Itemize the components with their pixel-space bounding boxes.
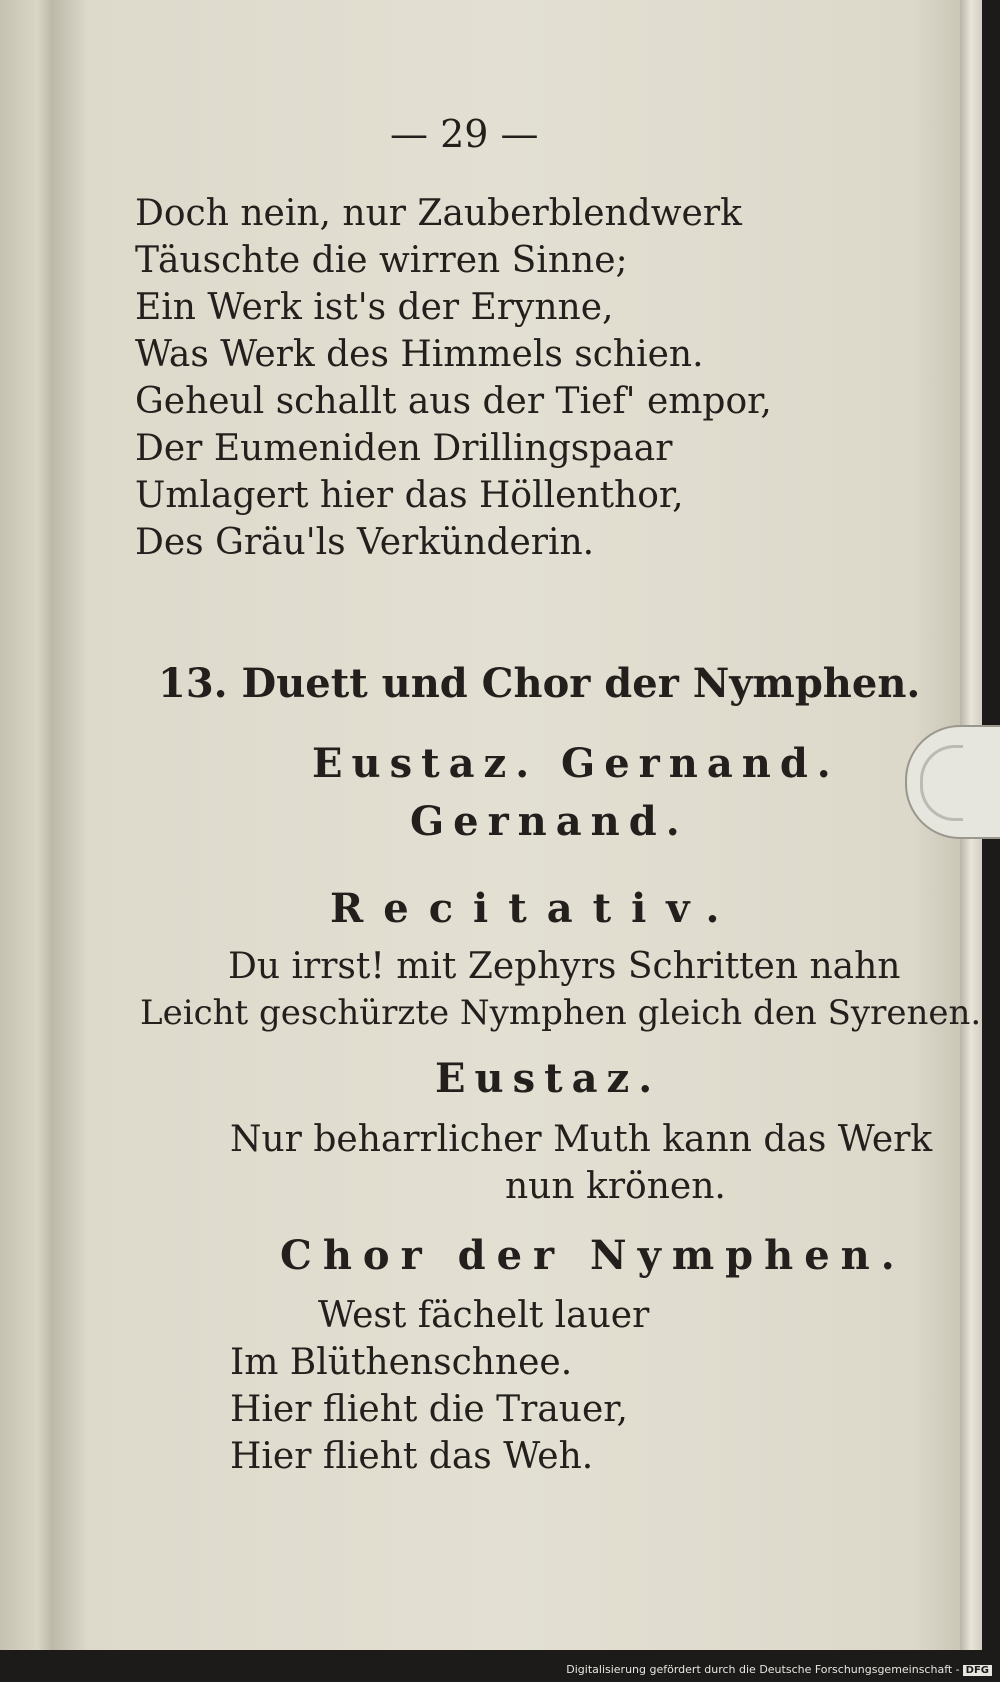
- eustaz-line-2: nun krönen.: [505, 1166, 726, 1207]
- stanza-line-4: Was Werk des Himmels schien.: [135, 334, 704, 375]
- chorus-line-2: Im Blüthenschnee.: [230, 1342, 573, 1383]
- section-title: 13. Duett und Chor der Nymphen.: [158, 660, 921, 707]
- recitativ-heading: Recitativ.: [330, 885, 740, 932]
- dfg-logo: DFG: [963, 1665, 992, 1676]
- recitativ-line-2: Leicht geschürzte Nymphen gleich den Syrenen.: [140, 993, 982, 1033]
- stanza-line-1: Doch nein, nur Zauberblendwerk: [135, 193, 742, 234]
- recitativ-line-1: Du irrst! mit Zephyrs Schritten nahn: [228, 946, 901, 987]
- page-number: — 29 —: [390, 112, 539, 156]
- footer-text: Digitalisierung gefördert durch die Deutsche Forschungsgemeinschaft -: [566, 1663, 960, 1676]
- eustaz-line-1: Nur beharrlicher Muth kann das Werk: [230, 1119, 933, 1160]
- digitization-footer: [566, 1663, 992, 1676]
- chorus-line-3: Hier flieht die Trauer,: [230, 1389, 628, 1430]
- speaker-eustaz: Eustaz.: [435, 1055, 662, 1102]
- chorus-line-1: West fächelt lauer: [318, 1295, 650, 1336]
- speaker-gernand: Gernand.: [410, 798, 689, 845]
- stanza-line-8: Des Gräu'ls Verkünderin.: [135, 522, 595, 563]
- chorus-line-4: Hier flieht das Weh.: [230, 1436, 594, 1477]
- stanza-line-3: Ein Werk ist's der Erynne,: [135, 287, 614, 328]
- stanza-line-5: Geheul schallt aus der Tief' empor,: [135, 381, 772, 422]
- stanza-line-2: Täuschte die wirren Sinne;: [135, 240, 628, 281]
- chorus-heading: Chor der Nymphen.: [280, 1232, 906, 1279]
- characters-line: Eustaz. Gernand.: [312, 740, 840, 787]
- stanza-line-6: Der Eumeniden Drillingspaar: [135, 428, 673, 469]
- stanza-line-7: Umlagert hier das Höllenthor,: [135, 475, 684, 516]
